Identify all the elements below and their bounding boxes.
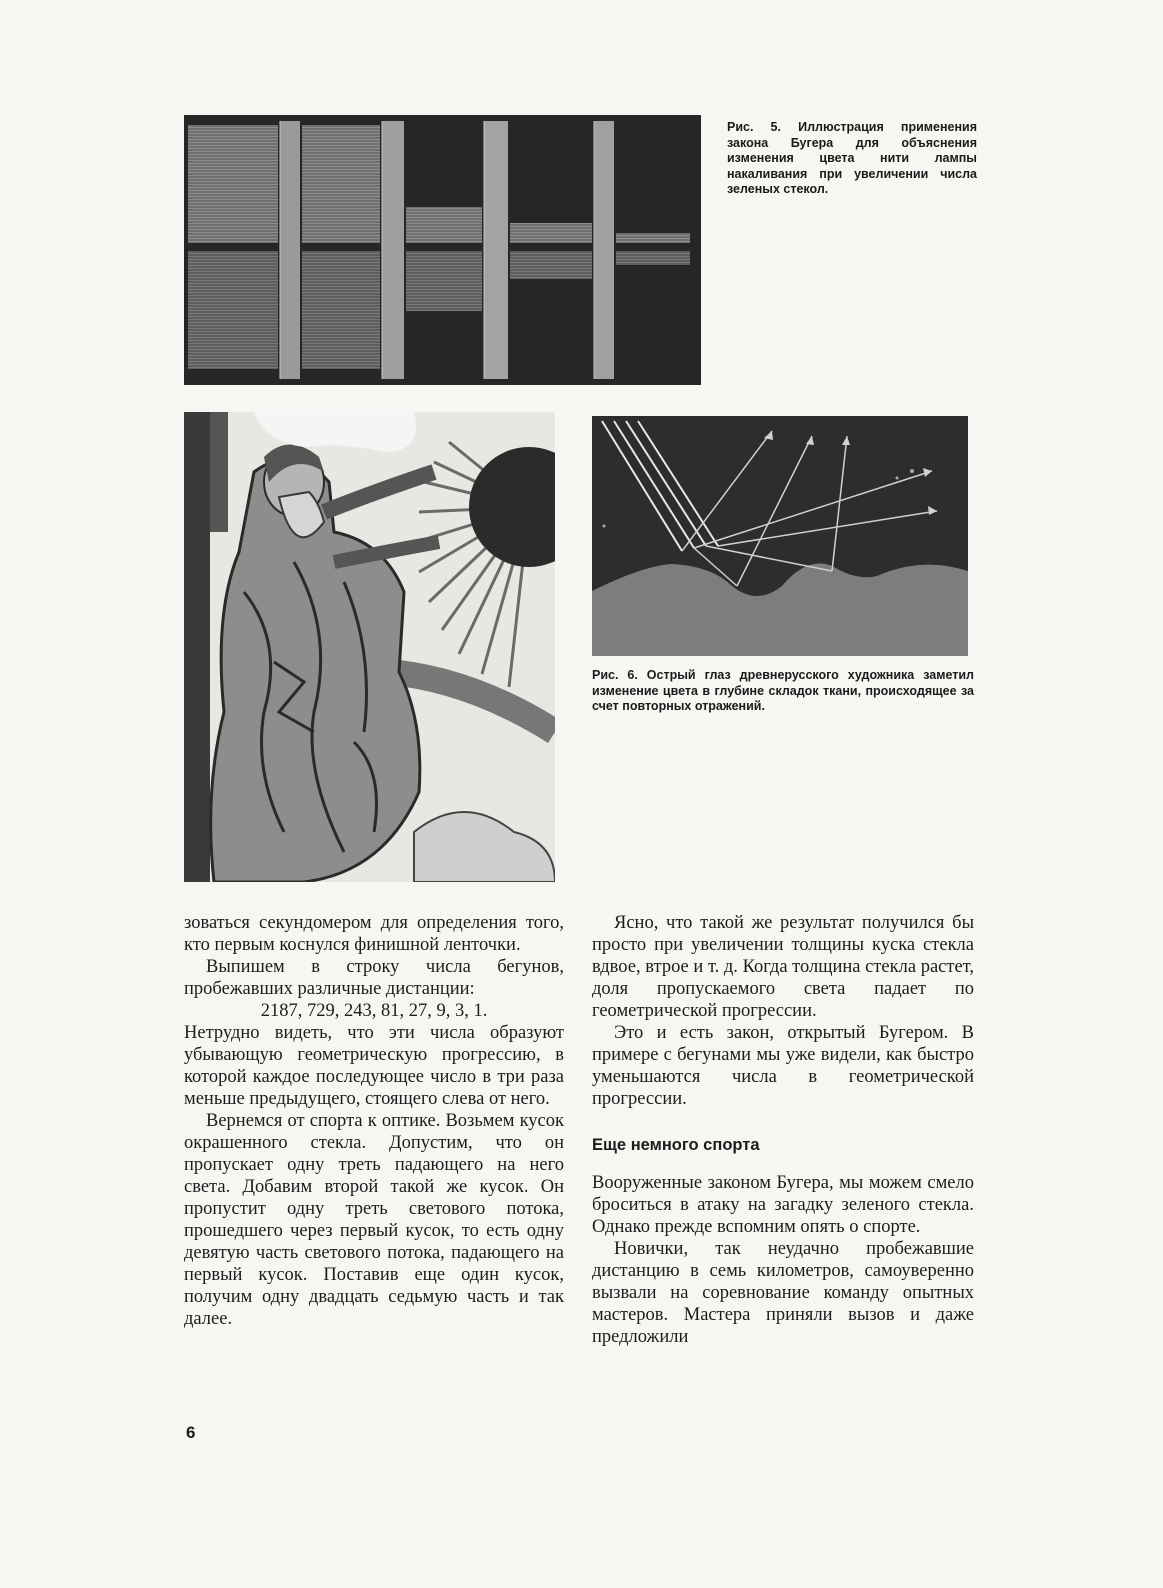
paragraph: Нетрудно видеть, что эти числа образуют убывающую геометрическую прогрессию, в которой каждое последующее число в три раза меньше предыдущего, стоящего слева от него.	[184, 1023, 564, 1109]
paragraph: Вернемся от спорта к оптике. Возьмем кусок окрашенного стекла. Допустим, что он пропускает одну треть падающего на него света. Добавим второй такой же кусок. Он пропустит одну треть светового потока, прошедшего через первый кусок, то есть одну девятую часть светового потока, падающего на первый кусок. Поставив еще один кусок, получим одну двадцать седьмую часть и так далее.	[184, 1111, 564, 1329]
figure-6-caption: Рис. 6. Острый глаз древнерусского художника заметил изменение цвета в глубине складок ткани, происходящее за счет повторных отражений.	[592, 668, 974, 713]
paragraph: Выпишем в строку числа бегунов, пробежавших различные дистанции:	[184, 957, 564, 999]
paragraph: Вооруженные законом Бугера, мы можем смело броситься в атаку на загадку зеленого стекла. Однако прежде вспомним опять о спорте.	[592, 1173, 974, 1237]
page-number: 6	[186, 1423, 196, 1442]
section-heading: Еще немного спорта	[592, 1136, 760, 1154]
paragraph: Ясно, что такой же результат получился бы просто при увеличении толщины куска стекла вдвое, втрое и т. д. Когда толщина стекла растет, доля пропускаемого света падает по геометрической прогрессии.	[592, 913, 974, 1021]
figure-6-illustration	[592, 416, 968, 656]
figure-5-illustration	[184, 115, 701, 385]
paragraph: зоваться секундомером для определения того, кто первым коснулся финишной ленточки.	[184, 913, 564, 955]
paragraph: Новички, так неудачно пробежавшие дистанцию в семь километров, самоуверенно вызвали на соревнование команду опытных мастеров. Мастера приняли вызов и даже предложили	[592, 1239, 974, 1347]
icon-painting-illustration	[184, 412, 555, 882]
left-text-column	[184, 912, 564, 1330]
right-text-column	[592, 912, 974, 1348]
figure-5-caption: Рис. 5. Иллюстрация применения закона Бугера для объяснения изменения цвета нити лампы накаливания при увеличении числа зеленых стекол.	[727, 120, 977, 196]
paragraph: Это и есть закон, открытый Бугером. В примере с бегунами мы уже видели, как быстро уменьшаются числа в геометрической прогрессии.	[592, 1023, 974, 1109]
number-sequence: 2187, 729, 243, 81, 27, 9, 3, 1.	[260, 1001, 488, 1021]
